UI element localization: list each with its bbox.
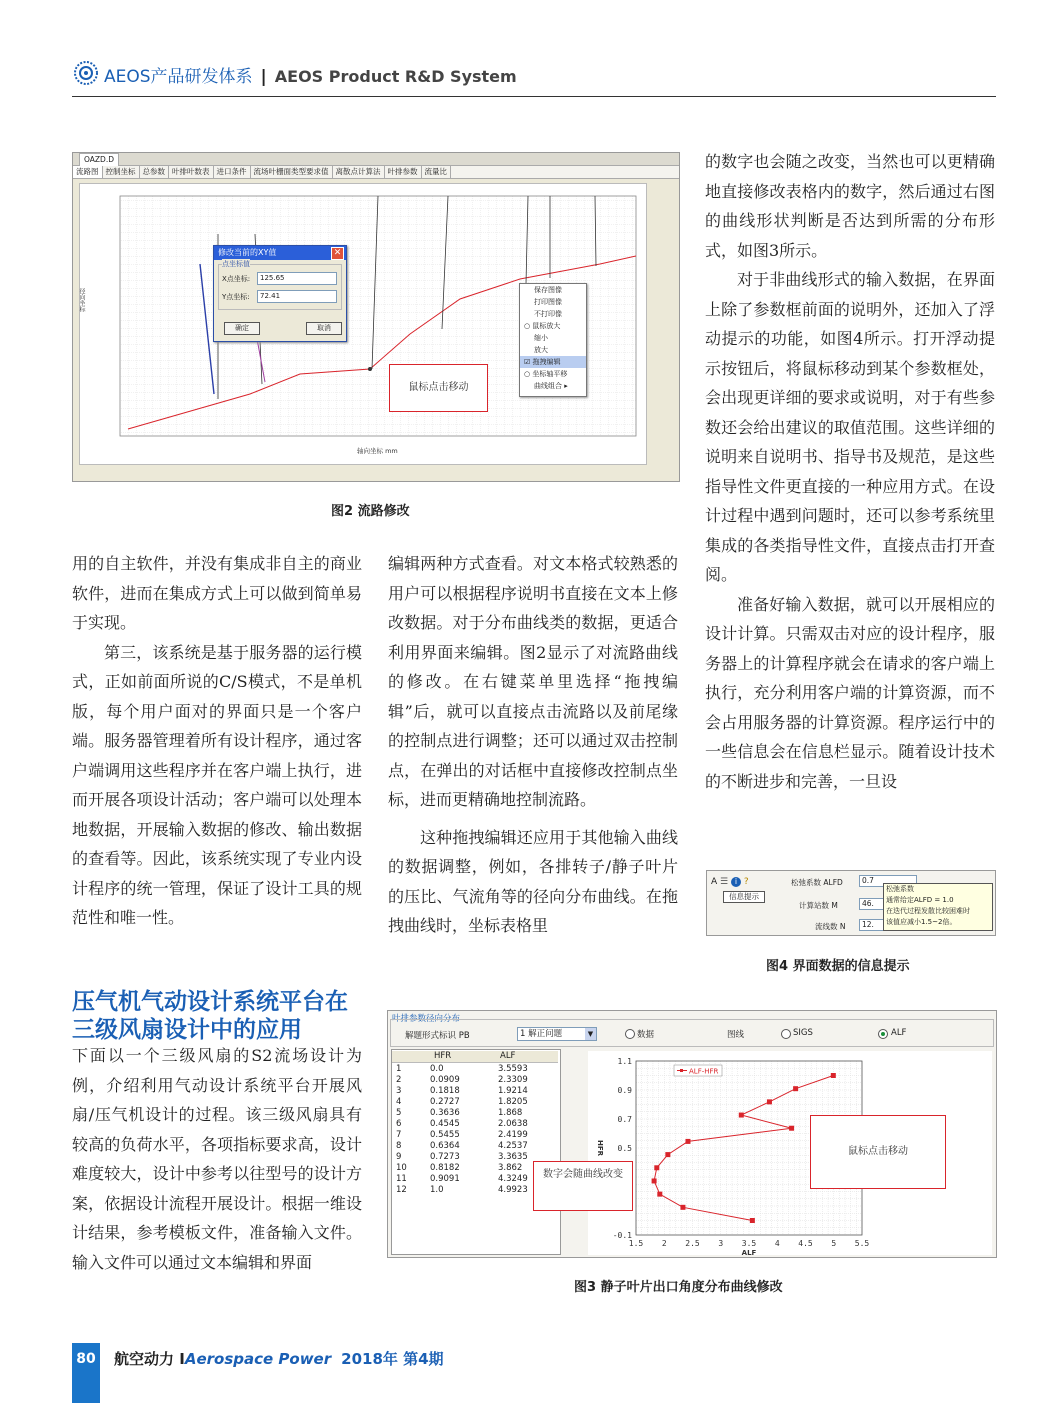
- alf-cell[interactable]: 3.5593: [498, 1064, 528, 1074]
- x-input[interactable]: 125.65: [257, 272, 337, 285]
- y-input[interactable]: 72.41: [257, 290, 337, 303]
- x-tick-label: 1.5: [628, 1239, 644, 1248]
- data-point: [685, 1139, 690, 1144]
- row-index: 2: [396, 1075, 402, 1085]
- table-annotation-text: 数字会随曲线改变: [543, 1169, 623, 1180]
- figure4-caption: 图4 界面数据的信息提示: [766, 959, 910, 974]
- journal-cn: 航空动力: [114, 1350, 175, 1368]
- table-row[interactable]: [392, 1075, 558, 1086]
- help-icon[interactable]: ?: [743, 877, 749, 887]
- row-index: 7: [396, 1130, 402, 1140]
- header-title-cn: AEOS产品研发体系: [104, 67, 253, 87]
- table-row[interactable]: [392, 1097, 558, 1108]
- x-tick-label: 2.5: [685, 1239, 700, 1248]
- dialog-titlebar: [214, 246, 346, 260]
- left-para-2: 第三，该系统是基于服务器的运行模式，正如前面所说的C/S模式，不是单机版，每个用户面对的界面只是一个客户端。服务器管理着所有设计程序，通过客户端调用这些程序并在客户端上执行，进而开展各项设计活动；客户端可以处理本地数据，开展输入数据的修改、输出数据的查看等。因此，该系统实现了专业内设计程序的统一管理，保证了设计工具的规范性和唯一性。: [72, 642, 362, 927]
- dialog-title: 修改当前的XY值: [218, 248, 277, 257]
- alf-cell[interactable]: 2.4199: [498, 1130, 528, 1140]
- tab-control[interactable]: 控制坐标: [103, 166, 140, 178]
- hfr-cell[interactable]: 0.4545: [430, 1119, 460, 1129]
- tab-blade-table[interactable]: 叶排叶数表: [169, 166, 214, 178]
- left-column-top: [72, 549, 362, 933]
- hfr-cell[interactable]: 0.0: [430, 1064, 444, 1074]
- alf-cell[interactable]: 4.2537: [498, 1141, 528, 1151]
- header-rule: [72, 96, 996, 97]
- field-alfd-label: 松弛系数 ALFD: [791, 878, 843, 887]
- hfr-cell[interactable]: 0.6364: [430, 1141, 460, 1151]
- right-para-1: 的数字也会随之改变，当然也可以更精确地直接修改表格内的数字，然后通过右图的曲线形状判断是否达到所需的分布形式，如图3所示。: [705, 152, 995, 260]
- alf-cell[interactable]: 2.3309: [498, 1075, 528, 1085]
- middle-para-1: 编辑两种方式查看。对文本格式较熟悉的用户可以根据程序说明书直接在文本上修改数据。对于分布曲线类的数据，更适合利用界面来编辑。图2显示了对流路曲线的修改。在右键菜单里选择“拖拽编辑”后，就可以直接点击流路以及前尾缘的控制点进行调整；还可以通过双击控制点，在弹出的对话框中直接修改控制点坐标，进而更精确地控制流路。: [388, 554, 678, 809]
- info-tip-button[interactable]: 信息提示: [723, 891, 765, 903]
- running-header: [104, 62, 517, 87]
- solve-select-value: 1 解正问题: [520, 1029, 563, 1039]
- chevron-down-icon[interactable]: ▼: [585, 1028, 596, 1040]
- context-menu: [519, 283, 587, 397]
- tab-inlet[interactable]: 进口条件: [214, 166, 251, 178]
- figure2-caption: 图2 流路修改: [331, 504, 410, 519]
- left-column-bottom: [72, 1041, 362, 1277]
- info-icon[interactable]: i: [731, 877, 741, 887]
- tab-discrete[interactable]: 离散点计算法: [333, 166, 385, 178]
- hfr-cell[interactable]: 1.0: [430, 1185, 444, 1195]
- yaxis-label: 径向坐标: [78, 288, 85, 312]
- ok-button[interactable]: 确定: [224, 322, 260, 335]
- journal-en: Aerospace Power: [184, 1350, 332, 1368]
- table-row[interactable]: [392, 1141, 558, 1152]
- edit-xy-dialog: [213, 245, 347, 342]
- alf-cell[interactable]: 2.0638: [498, 1119, 528, 1129]
- alf-cell[interactable]: 4.3249: [498, 1174, 528, 1184]
- y-tick-label: 0.7: [617, 1115, 632, 1124]
- right-column: [705, 147, 995, 796]
- header-title-en: AEOS Product R&D System: [274, 67, 517, 86]
- figure4-toolbar: [711, 877, 749, 887]
- y-label: Y点坐标:: [222, 293, 250, 301]
- chart-annotation-text: 鼠标点击移动: [848, 1146, 908, 1157]
- menu-drag-edit[interactable]: ☑ 拖拽编辑: [520, 356, 586, 368]
- alf-cell[interactable]: 4.9923: [498, 1185, 528, 1195]
- row-index: 6: [396, 1119, 402, 1129]
- figure3-caption: 图3 静子叶片出口角度分布曲线修改: [574, 1280, 783, 1295]
- solve-label: 解题形式标识 PB: [405, 1031, 470, 1041]
- page-number: 80: [76, 1351, 96, 1367]
- legend-marker: [680, 1069, 683, 1072]
- data-point: [750, 1218, 755, 1223]
- figure2-annotation-text: 鼠标点击移动: [408, 382, 469, 393]
- alf-cell[interactable]: 3.3635: [498, 1152, 528, 1162]
- field-n-input[interactable]: 12.: [859, 919, 885, 931]
- tab-flowpath[interactable]: 流路图: [73, 166, 103, 178]
- field-m-label: 计算站数 M: [799, 901, 838, 910]
- window-tab[interactable]: OAZD.D: [79, 153, 119, 167]
- table-header: [392, 1051, 558, 1063]
- menu-print-image[interactable]: 打印图像: [534, 298, 562, 306]
- y-axis-label: HFR: [596, 1139, 604, 1157]
- row-index: 3: [396, 1086, 402, 1096]
- journal-sep: I: [179, 1350, 185, 1368]
- data-point: [789, 1126, 794, 1131]
- alf-cell[interactable]: 1.8205: [498, 1097, 528, 1107]
- tab-strip: [73, 166, 679, 179]
- alf-cell[interactable]: 1.9214: [498, 1086, 528, 1096]
- menu-mouse-zoom[interactable]: ○ 鼠标放大: [524, 322, 561, 330]
- tooltip-popup: [883, 883, 993, 931]
- figure2-screenshot: [72, 152, 680, 482]
- close-icon[interactable]: ✕: [331, 247, 344, 260]
- radio-data-label: 数据: [637, 1030, 655, 1040]
- chart-annotation: [810, 1115, 946, 1189]
- hfr-cell[interactable]: 0.1818: [430, 1086, 460, 1096]
- row-index: 5: [396, 1108, 402, 1118]
- data-point: [767, 1099, 772, 1104]
- table-row[interactable]: [392, 1119, 558, 1130]
- tab-cascade[interactable]: 流场叶栅面类型要求值: [251, 166, 333, 178]
- font-icon[interactable]: A: [711, 877, 718, 887]
- data-point: [831, 1073, 836, 1078]
- graph-label: 图线: [727, 1030, 745, 1040]
- row-index: 1: [396, 1064, 402, 1074]
- row-index: 8: [396, 1141, 402, 1151]
- hfr-cell[interactable]: 0.0909: [430, 1075, 460, 1085]
- row-index: 9: [396, 1152, 402, 1162]
- menu-save-image[interactable]: 保存图像: [534, 286, 562, 294]
- data-point: [652, 1178, 657, 1183]
- table-row[interactable]: [392, 1064, 558, 1075]
- table-annotation: [533, 1161, 633, 1211]
- data-point: [739, 1113, 744, 1118]
- right-para-3: 准备好输入数据，就可以开展相应的设计计算。只需双击对应的设计程序，服务器上的计算程序就会在请求的客户端上执行，充分利用客户端的计算资源，而不会占用服务器的计算资源。程序运行中的一些信息会在信息栏显示。随着设计技术的不断进步和完善，一旦设: [705, 594, 995, 791]
- radio-sigs-label: SIGS: [793, 1028, 813, 1038]
- y-tick-label: -0.1: [612, 1231, 632, 1240]
- radio-alf[interactable]: [878, 1029, 888, 1039]
- hfr-cell[interactable]: 0.3636: [430, 1108, 460, 1118]
- y-tick-label: 1.1: [617, 1057, 632, 1066]
- menu-zoom-out[interactable]: 缩小: [534, 334, 548, 342]
- hfr-cell[interactable]: 0.8182: [430, 1163, 460, 1173]
- hfr-cell[interactable]: 0.2727: [430, 1097, 460, 1107]
- menu-axis-pan[interactable]: ○ 坐标轴平移: [524, 370, 568, 378]
- tooltip-line-2: 通常给定ALFD = 1.0: [886, 896, 954, 904]
- field-m-input[interactable]: 46.: [859, 898, 885, 910]
- tab-flow-ratio[interactable]: 流量比: [422, 166, 452, 178]
- tooltip-line-4: 该值应减小1.5~2倍。: [886, 918, 957, 926]
- middle-column: [388, 549, 678, 941]
- row-index: 12: [396, 1185, 407, 1195]
- data-point: [657, 1192, 662, 1197]
- journal-issue: 2018年 第4期: [341, 1350, 444, 1368]
- figure4-screenshot: [706, 870, 996, 936]
- data-table[interactable]: [391, 1049, 561, 1255]
- left-para-1: 用的自主软件，并没有集成非自主的商业软件，进而在集成方式上可以做到简单易于实现。: [72, 554, 362, 632]
- footer-journal: [114, 1348, 444, 1369]
- list-icon[interactable]: ☰: [720, 877, 729, 887]
- x-axis-label: ALF: [741, 1249, 757, 1255]
- alf-cell[interactable]: 1.868: [498, 1108, 523, 1118]
- row-index: 11: [396, 1174, 407, 1184]
- aeos-logo-icon: [74, 61, 98, 85]
- radio-data[interactable]: [625, 1029, 635, 1039]
- hfr-cell[interactable]: 0.5455: [430, 1130, 460, 1140]
- cancel-button[interactable]: 取消: [306, 322, 342, 335]
- options-group: [390, 1019, 994, 1047]
- panel-title: 叶排参数径向分布: [392, 1014, 461, 1024]
- alf-cell[interactable]: 3.862: [498, 1163, 523, 1173]
- figure2-annotation: [389, 364, 488, 412]
- tooltip-line-3: 在迭代过程发散比较困难时: [886, 907, 970, 915]
- right-para-2: 对于非曲线形式的输入数据，在界面上除了参数框前面的说明外，还加入了浮动提示的功能，如图4所示。打开浮动提示按钮后，将鼠标移动到某个参数框处，会出现更详细的要求或说明，对于有些参数还会给出建议的取值范围。这些详细的说明来自说明书、指导书及规范，是这些指导性文件更直接的一种应用方式。在设计过程中遇到问题时，还可以参考系统里集成的各类指导性文件，直接点击打开查阅。: [705, 270, 995, 584]
- menu-curve-combine[interactable]: 曲线组合 ▸: [534, 382, 568, 390]
- y-tick-label: 0.9: [617, 1086, 632, 1095]
- x-tick-label: 5: [831, 1239, 837, 1248]
- x-tick-label: 3: [718, 1239, 724, 1248]
- x-tick-label: 4.5: [798, 1239, 813, 1248]
- point-group: [218, 260, 342, 310]
- x-label: X点坐标:: [222, 275, 251, 283]
- hfr-cell[interactable]: 0.9091: [430, 1174, 460, 1184]
- xaxis-label: 轴向坐标 mm: [357, 447, 398, 455]
- group-label: 点坐标值: [222, 260, 250, 268]
- x-tick-label: 4: [774, 1239, 780, 1248]
- solve-select[interactable]: [517, 1027, 597, 1041]
- data-point: [665, 1152, 670, 1157]
- y-tick-label: 0.5: [617, 1144, 632, 1153]
- left-para-3: 下面以一个三级风扇的S2流场设计为例，介绍利用气动设计系统平台开展风扇/压气机设计的过程。该三级风扇具有较高的负荷水平，各项指标要求高，设计难度较大，设计中参考以往型号的设计方案，依据设计流程开展设计。根据一维设计结果，参考模板文件，准备输入文件。输入文件可以通过文本编辑和界面: [72, 1046, 362, 1272]
- data-point: [680, 1205, 685, 1210]
- radio-alf-label: ALF: [891, 1028, 907, 1038]
- header-alf: ALF: [500, 1051, 516, 1061]
- header-hfr: HFR: [434, 1051, 452, 1061]
- x-tick-label: 5.5: [854, 1239, 870, 1248]
- x-tick-label: 3.5: [741, 1239, 757, 1248]
- field-alfd-input[interactable]: 0.7: [859, 875, 917, 887]
- row-index: 10: [396, 1163, 407, 1173]
- table-row[interactable]: [392, 1108, 558, 1119]
- tooltip-line-1: 松弛系数: [886, 885, 914, 893]
- tab-params[interactable]: 总参数: [140, 166, 170, 178]
- header-separator: |: [260, 67, 267, 87]
- section-title: 压气机气动设计系统平台在三级风扇设计中的应用: [72, 989, 348, 1043]
- data-point: [793, 1086, 798, 1091]
- data-point: [654, 1165, 659, 1170]
- row-index: 4: [396, 1097, 402, 1107]
- hfr-cell[interactable]: 0.7273: [430, 1152, 460, 1162]
- radio-sigs[interactable]: [781, 1029, 791, 1039]
- tab-blade-params[interactable]: 叶排参数: [385, 166, 422, 178]
- figure3-screenshot: [387, 1010, 997, 1258]
- table-row[interactable]: [392, 1086, 558, 1097]
- menu-zoom-in[interactable]: 放大: [534, 346, 548, 354]
- menu-no-print[interactable]: 不打印像: [534, 310, 562, 318]
- legend-label: ALF-HFR: [689, 1067, 719, 1076]
- middle-para-2: 这种拖拽编辑还应用于其他输入曲线的数据调整，例如，各排转子/静子叶片的压比、气流角等的径向分布曲线。在拖拽曲线时，坐标表格里: [388, 827, 678, 935]
- x-tick-label: 2: [661, 1239, 667, 1248]
- table-row[interactable]: [392, 1130, 558, 1141]
- field-n-label: 流线数 N: [815, 922, 846, 931]
